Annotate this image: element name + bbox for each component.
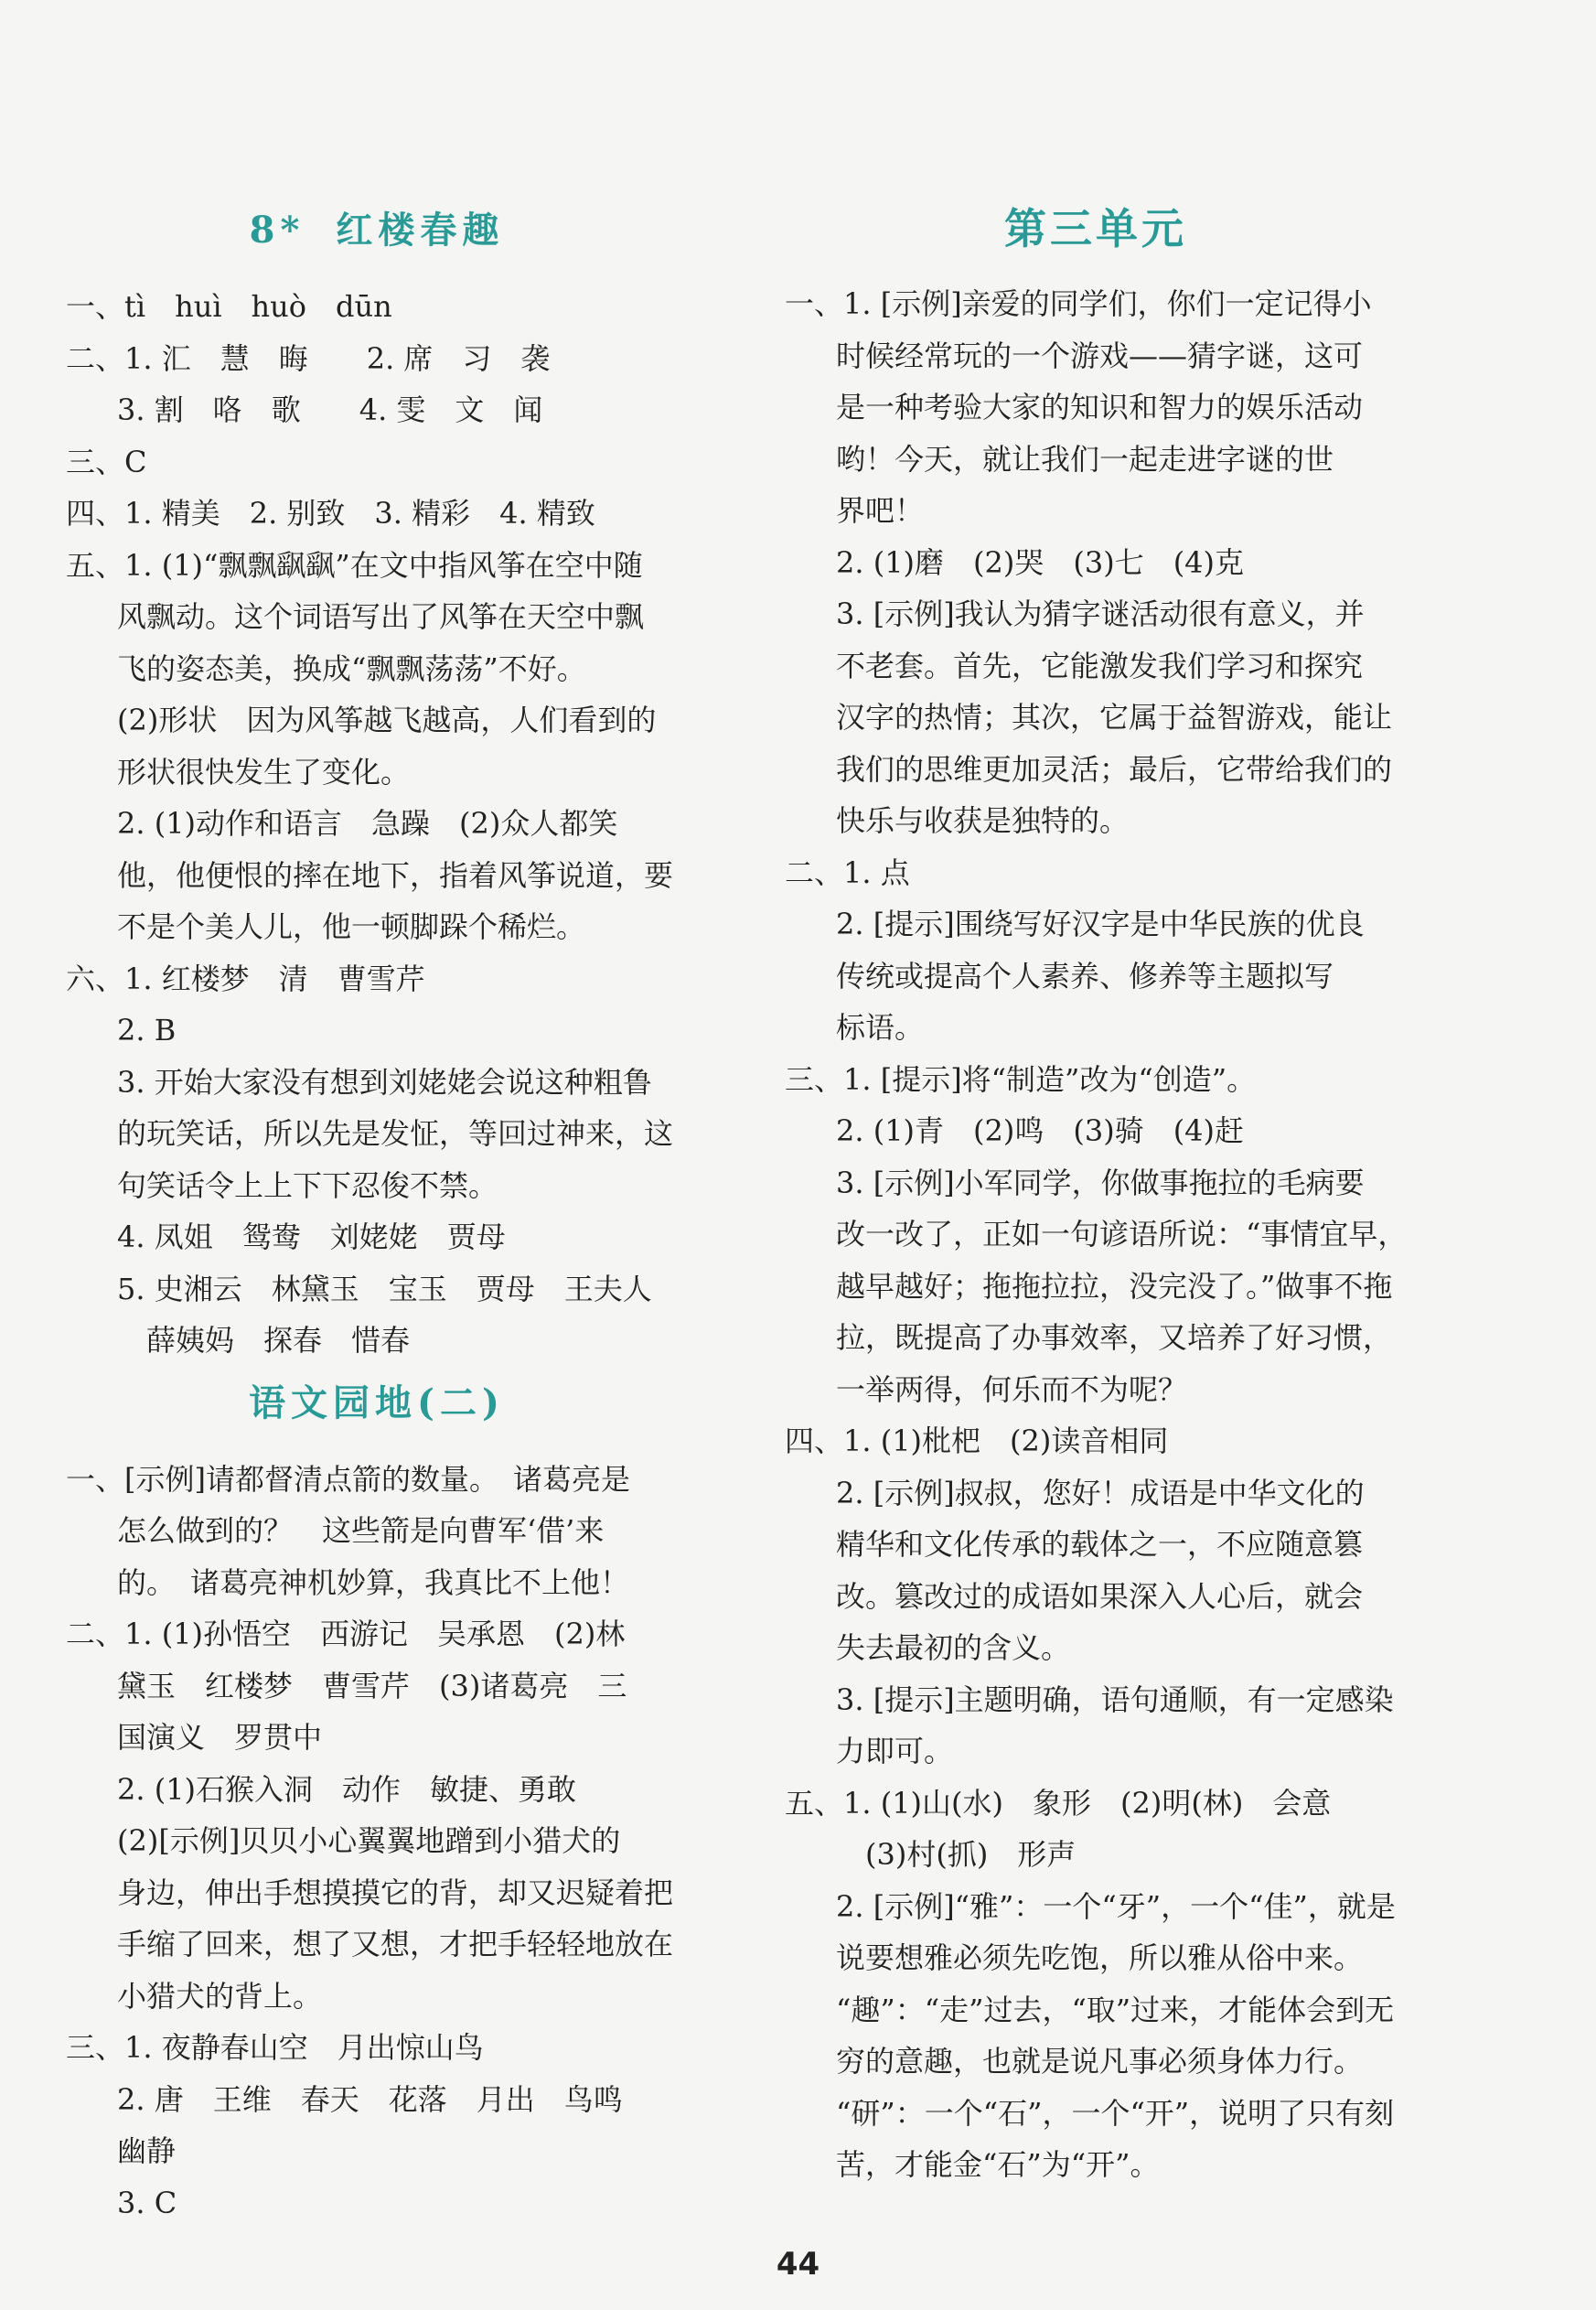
yuandi-answers — [66, 1454, 688, 2229]
answer-line: 苦，才能金“石”为“开”。 — [836, 2147, 1160, 2182]
answer-line: 幽静 — [117, 2133, 177, 2168]
right-column — [785, 183, 1407, 2191]
answer-line: “研”：一个“石”，一个“开”，说明了只有刻 — [836, 2095, 1395, 2131]
answer-line: “趣”：“走”过去，“取”过来，才能体会到无 — [836, 1992, 1395, 2027]
answer-line: 形状很快发生了变化。 — [117, 754, 411, 790]
answer-line: 小猎犬的背上。 — [117, 1978, 323, 2014]
answer-line: 是一种考验大家的知识和智力的娱乐活动 — [836, 390, 1364, 424]
unit-answers — [785, 278, 1407, 2191]
answer-line: 4. 凤姐 鸳鸯 刘姥姥 贾母 — [117, 1219, 506, 1254]
section-title-yuwen-yuandi: 语文园地(二) — [249, 1381, 505, 1424]
answer-line: 不老套。首先，它能激发我们学习和探究 — [836, 648, 1364, 683]
answer-line: 一、tì huì huò dūn — [66, 289, 392, 324]
answer-line: (3)村(抓) 形声 — [865, 1837, 1076, 1872]
answer-line: 3. [提示]主题明确，语句通顺，有一定感染 — [836, 1681, 1394, 1717]
left-column — [66, 183, 688, 2229]
answer-line: 三、C — [66, 444, 147, 479]
answer-line: 3. [示例]小军同学，你做事拖拉的毛病要 — [836, 1165, 1365, 1200]
answer-line: 我们的思维更加灵活；最后，它带给我们的 — [836, 751, 1393, 787]
answer-line: 越早越好；拖拖拉拉，没完没了。”做事不拖 — [836, 1268, 1393, 1304]
answer-line: 说要想雅必须先吃饱，所以雅从俗中来。 — [836, 1940, 1364, 1975]
answer-line: 失去最初的含义。 — [836, 1630, 1071, 1665]
answer-line: 的玩笑话，所以先是发怔，等回过神来，这 — [117, 1116, 674, 1151]
answer-line: 二、1. (1)孙悟空 西游记 吴承恩 (2)林 — [66, 1617, 626, 1651]
answer-line: 飞的姿态美，换成“飘飘荡荡”不好。 — [117, 650, 586, 686]
answer-line: 六、1. 红楼梦 清 曹雪芹 — [66, 961, 425, 996]
answer-line: 手缩了回来，想了又想，才把手轻轻地放在 — [117, 1927, 674, 1961]
answer-line: 三、1. [提示]将“制造”改为“创造”。 — [785, 1061, 1257, 1097]
answer-line: (2)[示例]贝贝小心翼翼地蹭到小猎犬的 — [117, 1823, 621, 1858]
answer-line: 时候经常玩的一个游戏——猜字谜，这可 — [836, 338, 1364, 373]
answer-line: 风飘动。这个词语写出了风筝在天空中飘 — [117, 599, 645, 634]
answer-line: 2. 唐 王维 春天 花落 月出 鸟鸣 — [117, 2081, 623, 2117]
answer-line: 传统或提高个人素养、修养等主题拟写 — [836, 958, 1334, 994]
answer-line: 3. 开始大家没有想到刘姥姥会说这种粗鲁 — [117, 1064, 652, 1100]
answer-line: 2. (1)石猴入洞 动作 敏捷、勇敢 — [117, 1771, 577, 1807]
answer-line: 一、[示例]请都督清点箭的数量。 诸葛亮是 — [66, 1461, 630, 1497]
answer-line: 哟！今天，就让我们一起走进字谜的世 — [836, 441, 1334, 477]
answer-line: 身边，伸出手想摸摸它的背，却又迟疑着把 — [117, 1875, 674, 1910]
answer-line: 2. B — [117, 1013, 177, 1048]
unit-title: 第三单元 — [1004, 204, 1187, 253]
answer-line: 三、1. 夜静春山空 月出惊山鸟 — [66, 2030, 484, 2065]
answer-line: 标语。 — [836, 1010, 925, 1045]
answer-line: 2. (1)磨 (2)哭 (3)七 (4)克 — [836, 544, 1245, 580]
answer-line: 黛玉 红楼梦 曹雪芹 (3)诸葛亮 三 — [117, 1668, 627, 1703]
answer-line: 3. 割 咯 歌 4. 雯 文 闻 — [117, 392, 543, 427]
answer-line: 薛姨妈 探春 惜春 — [146, 1323, 411, 1358]
answer-line: 他，他便恨的摔在地下，指着风筝说道，要 — [117, 857, 674, 893]
lesson-title — [66, 201, 688, 253]
answer-line: 一、1. [示例]亲爱的同学们，你们一定记得小 — [785, 286, 1372, 321]
answer-line: 二、1. 汇 慧 晦 2. 席 习 袭 — [66, 340, 551, 376]
answer-line: 句笑话令上上下下忍俊不禁。 — [117, 1167, 498, 1203]
answer-line: 改。篡改过的成语如果深入人心后，就会 — [836, 1578, 1364, 1614]
answer-line: 改一改了，正如一句谚语所说：“事情宜早， — [836, 1217, 1408, 1252]
answer-line: 五、1. (1)“飘飘飖飖”在文中指风筝在空中随 — [66, 547, 643, 583]
answer-line: 2. (1)青 (2)鸣 (3)骑 (4)赶 — [836, 1113, 1245, 1148]
answer-line: 穷的意趣，也就是说凡事必须身体力行。 — [836, 2044, 1364, 2079]
answer-line: 2. [示例]叔叔，您好！成语是中华文化的 — [836, 1475, 1365, 1510]
answer-line: 界吧！ — [836, 493, 925, 528]
lesson-answers — [66, 281, 688, 1367]
answer-line: 国演义 罗贯中 — [117, 1720, 323, 1755]
answer-line: 的。 诸葛亮神机妙算，我真比不上他！ — [117, 1564, 630, 1600]
answer-line: 力即可。 — [836, 1734, 954, 1768]
answer-line: 怎么做到的？ 这些箭是向曹军‘借’来 — [117, 1513, 605, 1548]
answer-line: 3. [示例]我认为猜字谜活动很有意义，并 — [836, 596, 1365, 631]
answer-line: 2. [提示]围绕写好汉字是中华民族的优良 — [836, 907, 1365, 941]
answer-line: 一举两得，何乐而不为呢？ — [836, 1371, 1188, 1407]
lesson-title-text: 红楼春趣 — [336, 209, 505, 252]
answer-line: 汉字的热情；其次，它属于益智游戏，能让 — [836, 700, 1393, 735]
answer-line: 四、1. (1)枇杷 (2)读音相同 — [785, 1424, 1169, 1458]
answer-line: 2. (1)动作和语言 急躁 (2)众人都笑 — [117, 806, 618, 841]
answer-line: 快乐与收获是独特的。 — [836, 803, 1130, 838]
lesson-number: 8* — [249, 209, 305, 252]
answer-line: 不是个美人儿，他一顿脚跺个稀烂。 — [117, 909, 586, 944]
answer-line: 精华和文化传承的载体之一，不应随意篡 — [836, 1527, 1364, 1562]
answer-line: 2. [示例]“雅”：一个“牙”，一个“佳”，就是 — [836, 1888, 1396, 1924]
answer-line: 五、1. (1)山(水) 象形 (2)明(林) 会意 — [785, 1785, 1332, 1821]
answer-line: 3. C — [117, 2185, 177, 2220]
answer-line: (2)形状 因为风筝越飞越高，人们看到的 — [117, 703, 657, 737]
answer-line: 四、1. 精美 2. 别致 3. 精彩 4. 精致 — [66, 496, 595, 531]
answer-line: 拉，既提高了办事效率，又培养了好习惯， — [836, 1320, 1393, 1355]
answer-line: 5. 史湘云 林黛玉 宝玉 贾母 王夫人 — [117, 1271, 652, 1306]
answer-line: 二、1. 点 — [785, 854, 910, 890]
page-number: 44 — [776, 2246, 820, 2283]
